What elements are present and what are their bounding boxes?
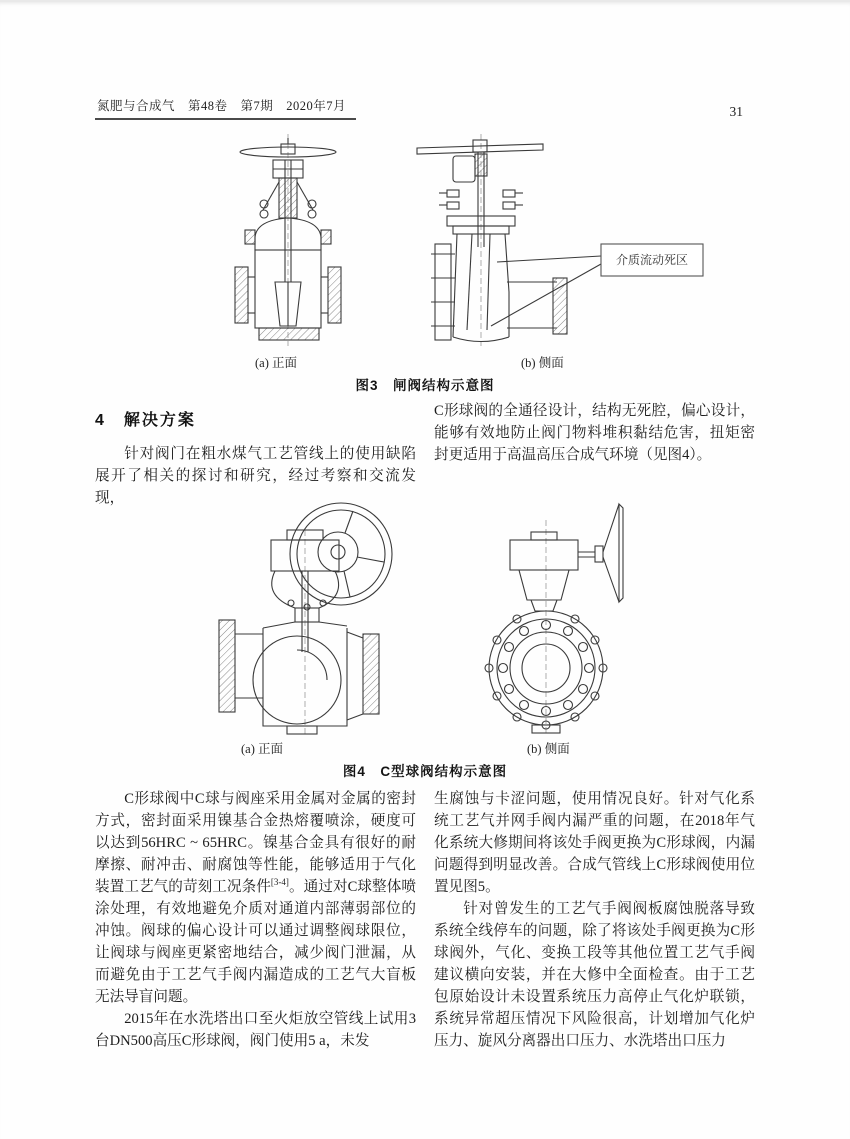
paragraph-section4-left: 针对阀门在粗水煤气工艺管线上的使用缺陷展开了相关的探讨和研究，经过考察和交流发现， <box>95 446 416 506</box>
paragraph-left-1 <box>95 788 416 1008</box>
ball-valve-front-drawing <box>219 503 392 734</box>
figure-4-subcaption-b: (b) 侧面 <box>527 742 570 756</box>
figure-4-subcaption-a: (a) 正面 <box>241 742 283 756</box>
right-column-lower <box>434 788 755 1052</box>
gate-valve-side-drawing <box>417 134 703 346</box>
journal-info: 氮肥与合成气 第48卷 第7期 2020年7月 <box>95 96 356 120</box>
paragraph-left-1-cont: 。通过对C球整体喷涂处理，有效地避免介质对通道内部薄弱部位的冲蚀。阀球的偏心设计可以通过调整阀球限位，让阀球与阀座更紧密地结合，减少阀门泄漏，从而避免由于工艺气手阀内漏造成的工艺气大盲板无法导盲问题。 <box>95 879 416 1005</box>
figure-3-subcaption-b: (b) 侧面 <box>521 356 564 370</box>
figure-4-subcaptions <box>95 739 755 756</box>
figure-3-subcaption-a: (a) 正面 <box>255 356 297 370</box>
figure-4-drawing <box>95 500 755 736</box>
gate-valve-front-drawing <box>235 134 341 346</box>
paragraph-left-2: 2015年在水洗塔出口至火炬放空管线上试用3台DN500高压C形球阀，阀门使用5 a，未发 <box>95 1011 416 1049</box>
citation-ref: [3-4] <box>270 877 289 888</box>
paragraph-section4-right: C形球阀的全通径设计，结构无死腔，偏心设计，能够有效地防止阀门物料堆积黏结危害，扭矩密封更适用于高温高压合成气环境（见图4）。 <box>434 403 755 463</box>
paragraph-right-2: 针对曾发生的工艺气手阀阀板腐蚀脱落导致系统全线停车的问题，除了将该处手阀更换为C形球阀外，气化、变换工段等其他位置工艺气手阀建议横向安装，并在大修中全面检查。由于工艺包原始设计未设置系统压力高停止气化炉联锁，系统异常超压情况下风险很高，计划增加气化炉压力、旋风分离器出口压力、水洗塔出口压力 <box>434 901 755 1049</box>
paragraph-left-1-text: C形球阀中C球与阀座采用金属对金属的密封方式，密封面采用镍基合金热熔覆喷涂，硬度可以达到56HRC ~ 65HRC。镍基合金具有很好的耐摩擦、耐冲击、耐腐蚀等性能，能够适用于气化装置工艺气的苛刻工况条件 <box>95 791 416 895</box>
ball-valve-side-drawing <box>485 504 623 734</box>
annotation-label: 介质流动死区 <box>615 253 689 267</box>
figure-4 <box>95 500 755 780</box>
right-column <box>434 400 755 509</box>
page-header <box>95 96 755 120</box>
figure-3-caption: 图3 闸阀结构示意图 <box>355 378 495 393</box>
figure-4-caption: 图4 C型球阀结构示意图 <box>342 764 508 779</box>
page-number: 31 <box>729 104 743 119</box>
left-column-lower <box>95 788 416 1052</box>
paragraph-right-1: 生腐蚀与卡涩问题，使用情况良好。针对气化系统工艺气并网手阀内漏严重的问题，在2018年气化系统大修期间将该处手阀更换为C形球阀，内漏问题得到明显改善。合成气管线上C形球阀使用位置见图5。 <box>434 791 755 895</box>
body-text <box>95 788 755 1052</box>
figure-3 <box>95 132 755 394</box>
figure-3-drawing <box>95 132 755 350</box>
figure-3-subcaptions <box>95 353 755 370</box>
section-heading: 4 解决方案 <box>95 412 196 429</box>
left-column <box>95 400 416 509</box>
section-4 <box>95 400 755 509</box>
